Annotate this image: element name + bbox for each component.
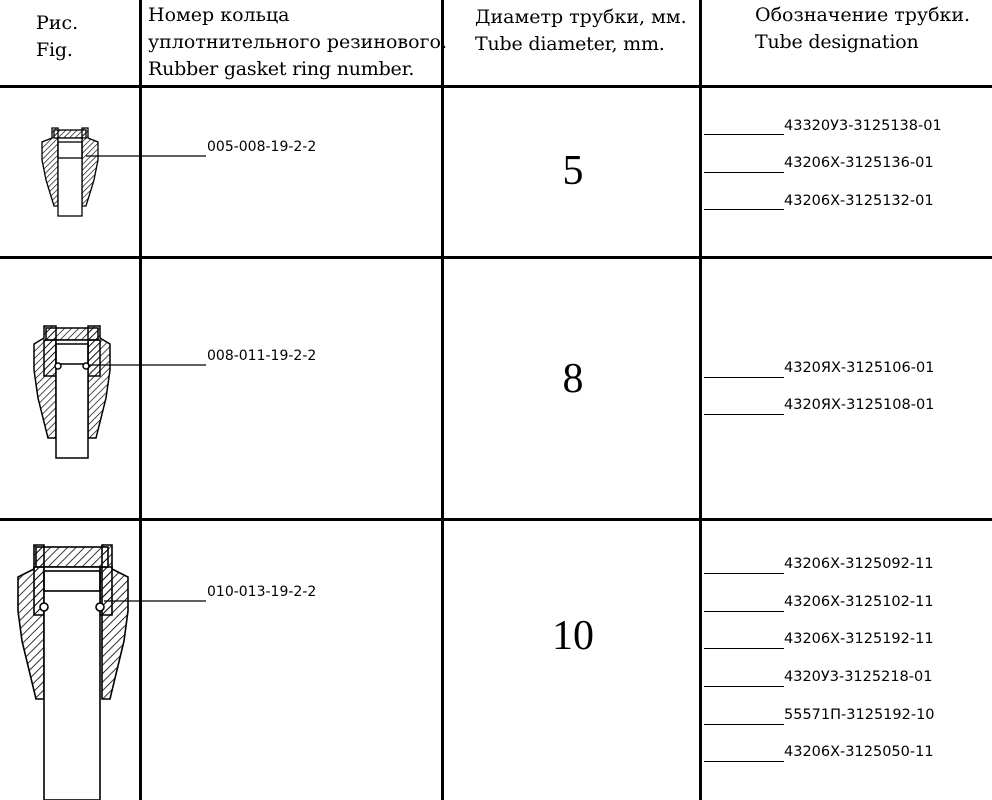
tube-leader-1-3 [704,209,784,210]
header-diameter-ru: Диаметр трубки, мм. [475,6,687,28]
header-gasket-en: Rubber gasket ring number. [148,58,415,80]
grid-vline-3 [699,0,702,800]
tube-designation-1-3: 43206Х-3125132-01 [784,193,934,209]
fitting-drawing-2 [0,258,210,518]
header-gasket-ru-1: Номер кольца [148,4,290,26]
gasket-number-2: 008-011-19-2-2 [207,348,317,364]
tube-diameter-3: 10 [552,613,594,659]
tube-leader-3-5 [704,724,784,725]
header-designation [755,2,970,56]
tube-leader-3-3 [704,648,784,649]
gasket-number-1: 005-008-19-2-2 [207,139,317,155]
tube-designation-3-1: 43206Х-3125092-11 [784,556,934,572]
tube-designation-1-2: 43206Х-3125136-01 [784,155,934,171]
tube-designation-3-3: 43206Х-3125192-11 [784,631,934,647]
header-diameter-en: Tube diameter, mm. [475,33,665,55]
tube-leader-3-1 [704,573,784,574]
header-designation-ru: Обозначение трубки. [755,4,971,26]
tube-leader-1-1 [704,134,784,135]
tube-leader-2-1 [704,377,784,378]
header-diameter [475,4,687,58]
header-fig-ru: Рис. [36,12,79,34]
tube-designation-3-5: 55571П-3125192-10 [784,707,935,723]
tube-designation-3-4: 4320У3-3125218-01 [784,669,933,685]
tube-leader-3-2 [704,611,784,612]
header-fig [36,10,78,64]
tube-designation-2-2: 4320ЯХ-3125108-01 [784,397,935,413]
gasket-number-3: 010-013-19-2-2 [207,584,317,600]
tube-leader-3-4 [704,686,784,687]
tube-leader-1-2 [704,172,784,173]
tube-diameter-2: 8 [562,356,584,402]
tube-leader-3-6 [704,761,784,762]
tube-designation-1-1: 43320У3-3125138-01 [784,118,942,134]
tube-diameter-1: 5 [562,148,584,194]
header-fig-en: Fig. [36,39,73,61]
tube-leader-2-2 [704,414,784,415]
fitting-drawing-1 [0,88,210,256]
fitting-drawing-3 [0,521,210,800]
header-gasket-ru-2: уплотнительного резинового. [148,31,447,53]
tube-designation-2-1: 4320ЯХ-3125106-01 [784,360,935,376]
tube-designation-3-6: 43206Х-3125050-11 [784,744,934,760]
header-designation-en: Tube designation [755,31,919,53]
grid-vline-2 [441,0,444,800]
header-gasket [148,2,447,83]
tube-designation-3-2: 43206Х-3125102-11 [784,594,934,610]
